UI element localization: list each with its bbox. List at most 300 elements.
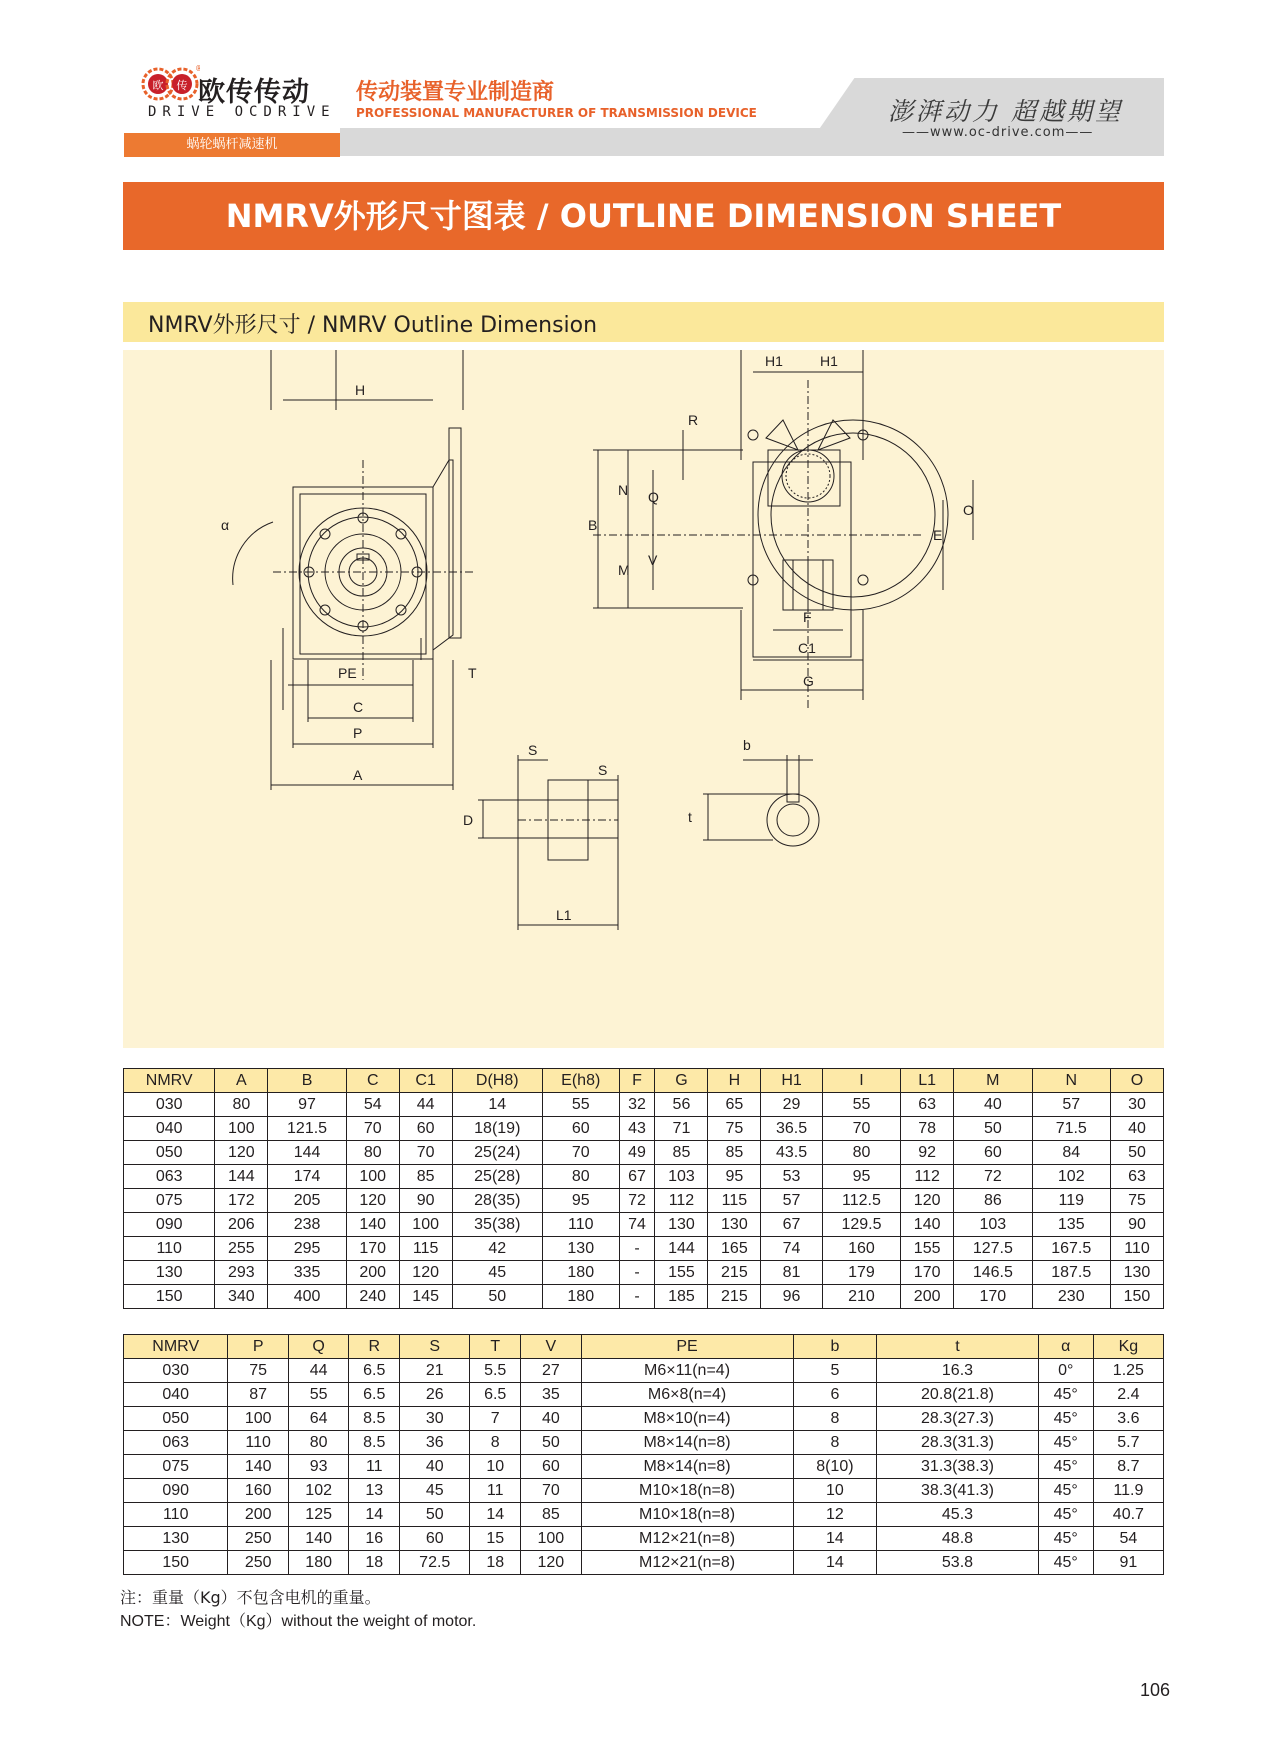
table-cell: 10 (793, 1479, 877, 1503)
dim-label-B: B (588, 517, 598, 533)
table-cell: 110 (542, 1213, 619, 1237)
logo-gear-icon (140, 64, 200, 108)
table-cell: 150 (124, 1285, 215, 1309)
table-cell: 075 (124, 1189, 215, 1213)
table-cell: M10×18(n=8) (581, 1479, 793, 1503)
table-header-cell: D(H8) (452, 1069, 542, 1093)
table-cell: 8 (470, 1431, 521, 1455)
table-cell: 14 (349, 1503, 400, 1527)
table-1-header-row (124, 1069, 1164, 1093)
table-header-cell: b (793, 1335, 877, 1359)
table-header-cell: P (228, 1335, 288, 1359)
table-cell: 71.5 (1032, 1117, 1110, 1141)
table-cell: 40 (954, 1093, 1032, 1117)
table-cell: 174 (268, 1165, 346, 1189)
table-cell: 120 (901, 1189, 954, 1213)
table-cell: 84 (1032, 1141, 1110, 1165)
table-cell: 67 (761, 1213, 822, 1237)
table-cell: - (619, 1237, 655, 1261)
table-cell: 32 (619, 1093, 655, 1117)
dim-label-V: V (648, 552, 658, 568)
table-header-cell: NMRV (124, 1335, 228, 1359)
table-1-body (124, 1093, 1164, 1309)
keyway-drawing (688, 737, 819, 846)
table-cell: 45.3 (877, 1503, 1038, 1527)
table-cell: 18 (349, 1551, 400, 1575)
table-cell: 150 (1110, 1285, 1163, 1309)
table-cell: 103 (655, 1165, 708, 1189)
table-cell: 293 (215, 1261, 268, 1285)
table-cell: 130 (655, 1213, 708, 1237)
table-header-cell: H (708, 1069, 761, 1093)
table-cell: 187.5 (1032, 1261, 1110, 1285)
table-cell: 40 (521, 1407, 581, 1431)
dim-label-T: T (468, 665, 477, 681)
hollow-shaft-drawing (463, 742, 618, 930)
table-cell: 140 (228, 1455, 288, 1479)
table-cell: 7 (470, 1407, 521, 1431)
table-header-cell: B (268, 1069, 346, 1093)
table-cell: 160 (228, 1479, 288, 1503)
table-cell: 70 (399, 1141, 452, 1165)
table-cell: 30 (1110, 1093, 1163, 1117)
table-cell: 14 (793, 1551, 877, 1575)
table-cell: 135 (1032, 1213, 1110, 1237)
table-row (124, 1527, 1164, 1551)
table-cell: 96 (761, 1285, 822, 1309)
table-cell: 075 (124, 1455, 228, 1479)
table-cell: 140 (288, 1527, 348, 1551)
dim-label-R: R (688, 412, 699, 428)
table-header-cell: G (655, 1069, 708, 1093)
table-cell: 125 (288, 1503, 348, 1527)
table-header-cell: t (877, 1335, 1038, 1359)
table-cell: 50 (400, 1503, 470, 1527)
table-cell: 145 (399, 1285, 452, 1309)
dim-label-t: t (688, 809, 692, 825)
table-cell: 050 (124, 1141, 215, 1165)
table-cell: 60 (542, 1117, 619, 1141)
table-cell: 230 (1032, 1285, 1110, 1309)
brand-name-cn: 欧传传动 (198, 77, 310, 108)
table-2-body (124, 1359, 1164, 1575)
outline-drawing-panel (123, 350, 1164, 1048)
table-cell: M10×18(n=8) (581, 1503, 793, 1527)
table-cell: 40.7 (1093, 1503, 1163, 1527)
table-cell: 28.3(27.3) (877, 1407, 1038, 1431)
table-cell: 0° (1038, 1359, 1093, 1383)
table-cell: 60 (399, 1117, 452, 1141)
table-cell: 050 (124, 1407, 228, 1431)
table-cell: 18 (470, 1551, 521, 1575)
table-cell: 74 (619, 1213, 655, 1237)
table-cell: 50 (521, 1431, 581, 1455)
table-header-cell: O (1110, 1069, 1163, 1093)
table-cell: 45 (452, 1261, 542, 1285)
table-cell: 130 (124, 1527, 228, 1551)
table-cell: 85 (655, 1141, 708, 1165)
table-cell: 144 (268, 1141, 346, 1165)
table-cell: 45° (1038, 1503, 1093, 1527)
dim-label-F: F (803, 609, 812, 625)
table-cell: 8.7 (1093, 1455, 1163, 1479)
table-cell: 45° (1038, 1383, 1093, 1407)
table-cell: 170 (954, 1285, 1032, 1309)
table-row (124, 1189, 1164, 1213)
dim-label-C: C (353, 699, 364, 715)
table-header-cell: S (400, 1335, 470, 1359)
table-row (124, 1285, 1164, 1309)
table-cell: 38.3(41.3) (877, 1479, 1038, 1503)
table-cell: 20.8(21.8) (877, 1383, 1038, 1407)
table-cell: 45 (400, 1479, 470, 1503)
table-cell: 11 (470, 1479, 521, 1503)
table-cell: 44 (288, 1359, 348, 1383)
table-cell: 75 (228, 1359, 288, 1383)
table-cell: 146.5 (954, 1261, 1032, 1285)
table-cell: 110 (124, 1503, 228, 1527)
table-cell: 8 (793, 1407, 877, 1431)
dim-label-A: A (353, 767, 363, 783)
table-cell: - (619, 1261, 655, 1285)
table-cell: 8(10) (793, 1455, 877, 1479)
table-cell: 144 (215, 1165, 268, 1189)
table-cell: 72 (619, 1189, 655, 1213)
table-cell: 27 (521, 1359, 581, 1383)
table-row (124, 1165, 1164, 1189)
table-row (124, 1093, 1164, 1117)
dim-label-C1: C1 (798, 640, 816, 656)
table-cell: 71 (655, 1117, 708, 1141)
table-cell: 45° (1038, 1407, 1093, 1431)
table-cell: 100 (215, 1117, 268, 1141)
table-cell: 200 (346, 1261, 399, 1285)
table-cell: - (619, 1285, 655, 1309)
table-cell: 14 (470, 1503, 521, 1527)
table-cell: 14 (793, 1527, 877, 1551)
table-row (124, 1455, 1164, 1479)
table-cell: 240 (346, 1285, 399, 1309)
registered-mark: ® (195, 64, 200, 73)
table-cell: 85 (521, 1503, 581, 1527)
table-cell: 102 (288, 1479, 348, 1503)
table-cell: 70 (822, 1117, 900, 1141)
table-cell: 255 (215, 1237, 268, 1261)
table-cell: 8 (793, 1431, 877, 1455)
table-cell: 12 (793, 1503, 877, 1527)
table-cell: 100 (228, 1407, 288, 1431)
table-cell: 119 (1032, 1189, 1110, 1213)
dim-label-D: D (463, 812, 474, 828)
table-cell: 43.5 (761, 1141, 822, 1165)
table-cell: 60 (954, 1141, 1032, 1165)
table-row (124, 1237, 1164, 1261)
table-row (124, 1261, 1164, 1285)
table-cell: M8×14(n=8) (581, 1455, 793, 1479)
table-cell: 6 (793, 1383, 877, 1407)
tagline-en: PROFESSIONAL MANUFACTURER OF TRANSMISSION DEVICE (356, 106, 757, 120)
table-cell: 74 (761, 1237, 822, 1261)
table-cell: 238 (268, 1213, 346, 1237)
table-cell: M12×21(n=8) (581, 1551, 793, 1575)
table-header-cell: E(h8) (542, 1069, 619, 1093)
table-cell: 90 (399, 1189, 452, 1213)
table-cell: 335 (268, 1261, 346, 1285)
table-cell: 54 (346, 1093, 399, 1117)
dim-label-P: P (353, 725, 363, 741)
table-cell: 100 (399, 1213, 452, 1237)
table-cell: 95 (822, 1165, 900, 1189)
table-cell: 6.5 (349, 1383, 400, 1407)
table-cell: 110 (1110, 1237, 1163, 1261)
table-cell: 49 (619, 1141, 655, 1165)
table-cell: 16.3 (877, 1359, 1038, 1383)
dim-label-E: E (933, 527, 943, 543)
table-cell: 8.5 (349, 1431, 400, 1455)
table-cell: 205 (268, 1189, 346, 1213)
table-cell: 100 (346, 1165, 399, 1189)
table-cell: 115 (708, 1189, 761, 1213)
table-cell: 60 (521, 1455, 581, 1479)
dim-label-PE: PE (338, 665, 357, 681)
table-cell: 55 (542, 1093, 619, 1117)
table-cell: 130 (124, 1261, 215, 1285)
table-cell: 172 (215, 1189, 268, 1213)
table-cell: 43 (619, 1117, 655, 1141)
table-cell: 040 (124, 1383, 228, 1407)
table-cell: 13 (349, 1479, 400, 1503)
dim-label-Q: Q (648, 489, 659, 505)
technical-drawing (123, 350, 1164, 1048)
table-cell: 80 (822, 1141, 900, 1165)
table-cell: 95 (542, 1189, 619, 1213)
table-cell: 65 (708, 1093, 761, 1117)
table-header-cell: H1 (761, 1069, 822, 1093)
table-cell: M6×11(n=4) (581, 1359, 793, 1383)
table-cell: 28(35) (452, 1189, 542, 1213)
table-cell: 2.4 (1093, 1383, 1163, 1407)
table-cell: 72.5 (400, 1551, 470, 1575)
table-cell: 93 (288, 1455, 348, 1479)
table-cell: 80 (542, 1165, 619, 1189)
dim-label-alpha: α (221, 517, 230, 533)
logo-char-right: 传 (176, 79, 188, 92)
table-cell: 36 (400, 1431, 470, 1455)
tagline-cn: 传动装置专业制造商 (356, 80, 555, 105)
dim-label-H: H (355, 382, 366, 398)
table-cell: 45° (1038, 1527, 1093, 1551)
table-cell: 340 (215, 1285, 268, 1309)
table-cell: 40 (1110, 1117, 1163, 1141)
table-header-cell: L1 (901, 1069, 954, 1093)
table-cell: 55 (822, 1093, 900, 1117)
table-cell: 155 (901, 1237, 954, 1261)
dim-label-H1-right: H1 (820, 353, 838, 369)
table-cell: 112 (655, 1189, 708, 1213)
table-header-cell: Q (288, 1335, 348, 1359)
table-cell: 129.5 (822, 1213, 900, 1237)
table-cell: 6.5 (349, 1359, 400, 1383)
table-cell: 180 (542, 1285, 619, 1309)
table-cell: 120 (346, 1189, 399, 1213)
table-cell: 185 (655, 1285, 708, 1309)
table-cell: 95 (708, 1165, 761, 1189)
table-header-cell: M (954, 1069, 1032, 1093)
table-cell: 67 (619, 1165, 655, 1189)
table-cell: M8×10(n=4) (581, 1407, 793, 1431)
table-cell: 72 (954, 1165, 1032, 1189)
table-cell: 030 (124, 1093, 215, 1117)
table-cell: 45° (1038, 1431, 1093, 1455)
dim-label-H1-left: H1 (765, 353, 783, 369)
table-cell: 56 (655, 1093, 708, 1117)
table-cell: 127.5 (954, 1237, 1032, 1261)
table-cell: 170 (901, 1261, 954, 1285)
table-header-cell: N (1032, 1069, 1110, 1093)
table-cell: 206 (215, 1213, 268, 1237)
table-cell: 180 (288, 1551, 348, 1575)
table-cell: 44 (399, 1093, 452, 1117)
table-cell: 090 (124, 1213, 215, 1237)
table-cell: 250 (228, 1527, 288, 1551)
table-cell: 250 (228, 1551, 288, 1575)
table-cell: 36.5 (761, 1117, 822, 1141)
table-cell: 6.5 (470, 1383, 521, 1407)
table-cell: 200 (901, 1285, 954, 1309)
table-cell: 140 (901, 1213, 954, 1237)
table-row (124, 1213, 1164, 1237)
dim-label-S-left: S (528, 742, 538, 758)
table-cell: 28.3(31.3) (877, 1431, 1038, 1455)
table-header-cell: T (470, 1335, 521, 1359)
table-cell: 170 (346, 1237, 399, 1261)
table-cell: 140 (346, 1213, 399, 1237)
table-cell: 15 (470, 1527, 521, 1551)
table-cell: 400 (268, 1285, 346, 1309)
table-cell: 87 (228, 1383, 288, 1407)
table-header-cell: V (521, 1335, 581, 1359)
table-cell: 92 (901, 1141, 954, 1165)
dim-label-S-right: S (598, 762, 608, 778)
table-cell: 5.7 (1093, 1431, 1163, 1455)
table-cell: M6×8(n=4) (581, 1383, 793, 1407)
table-cell: 63 (901, 1093, 954, 1117)
table-header-cell: NMRV (124, 1069, 215, 1093)
table-cell: 167.5 (1032, 1237, 1110, 1261)
table-cell: 121.5 (268, 1117, 346, 1141)
table-cell: 60 (400, 1527, 470, 1551)
table-cell: 91 (1093, 1551, 1163, 1575)
dimension-table-1 (123, 1068, 1164, 1309)
table-cell: 85 (708, 1141, 761, 1165)
dim-label-L1-shaft: L1 (556, 907, 572, 923)
table-cell: 70 (346, 1117, 399, 1141)
slogan: 澎湃动力 超越期望 (888, 97, 1123, 126)
table-cell: 150 (124, 1551, 228, 1575)
table-cell: 5.5 (470, 1359, 521, 1383)
table-header-cell: A (215, 1069, 268, 1093)
table-cell: 25(24) (452, 1141, 542, 1165)
table-cell: 112.5 (822, 1189, 900, 1213)
table-row (124, 1407, 1164, 1431)
table-cell: 35 (521, 1383, 581, 1407)
table-cell: 45° (1038, 1551, 1093, 1575)
table-cell: 29 (761, 1093, 822, 1117)
brand-name-en: DRIVE OCDRIVE (148, 104, 336, 120)
section-title: NMRV外形尺寸 / NMRV Outline Dimension (148, 313, 598, 338)
table-header-cell: F (619, 1069, 655, 1093)
table-cell: 295 (268, 1237, 346, 1261)
table-cell: 35(38) (452, 1213, 542, 1237)
table-cell: 85 (399, 1165, 452, 1189)
table-cell: 120 (215, 1141, 268, 1165)
table-header-cell: I (822, 1069, 900, 1093)
table-cell: 112 (901, 1165, 954, 1189)
table-cell: 8.5 (349, 1407, 400, 1431)
dim-label-O: O (963, 502, 974, 518)
table-cell: 30 (400, 1407, 470, 1431)
table-cell: 110 (124, 1237, 215, 1261)
table-header-cell: R (349, 1335, 400, 1359)
table-header-cell: PE (581, 1335, 793, 1359)
table-cell: 130 (1110, 1261, 1163, 1285)
table-cell: 14 (452, 1093, 542, 1117)
table-header-cell: Kg (1093, 1335, 1163, 1359)
table-cell: 50 (452, 1285, 542, 1309)
table-cell: 210 (822, 1285, 900, 1309)
table-cell: 50 (954, 1117, 1032, 1141)
table-cell: 155 (655, 1261, 708, 1285)
table-cell: 144 (655, 1237, 708, 1261)
logo-char-left: 欧 (152, 79, 164, 92)
table-cell: 45° (1038, 1455, 1093, 1479)
table-cell: 75 (708, 1117, 761, 1141)
table-cell: 160 (822, 1237, 900, 1261)
table-cell: 3.6 (1093, 1407, 1163, 1431)
table-cell: 40 (400, 1455, 470, 1479)
website-url: ——www.oc-drive.com—— (902, 125, 1094, 140)
table-cell: 57 (761, 1189, 822, 1213)
table-cell: 55 (288, 1383, 348, 1407)
table-cell: 42 (452, 1237, 542, 1261)
table-row (124, 1503, 1164, 1527)
table-row (124, 1479, 1164, 1503)
dim-label-G: G (803, 673, 814, 689)
table-cell: 215 (708, 1261, 761, 1285)
table-cell: 80 (288, 1431, 348, 1455)
table-cell: 64 (288, 1407, 348, 1431)
table-cell: 31.3(38.3) (877, 1455, 1038, 1479)
table-cell: 26 (400, 1383, 470, 1407)
table-row (124, 1383, 1164, 1407)
table-cell: 75 (1110, 1189, 1163, 1213)
table-cell: 11 (349, 1455, 400, 1479)
table-cell: M12×21(n=8) (581, 1527, 793, 1551)
table-cell: 97 (268, 1093, 346, 1117)
table-cell: 25(28) (452, 1165, 542, 1189)
table-cell: 80 (215, 1093, 268, 1117)
table-cell: 45° (1038, 1479, 1093, 1503)
table-cell: 21 (400, 1359, 470, 1383)
table-cell: 70 (542, 1141, 619, 1165)
table-cell: 120 (399, 1261, 452, 1285)
table-cell: 18(19) (452, 1117, 542, 1141)
table-row (124, 1551, 1164, 1575)
table-cell: 120 (521, 1551, 581, 1575)
table-row (124, 1359, 1164, 1383)
table-cell: 57 (1032, 1093, 1110, 1117)
dimension-table-2 (123, 1334, 1164, 1575)
